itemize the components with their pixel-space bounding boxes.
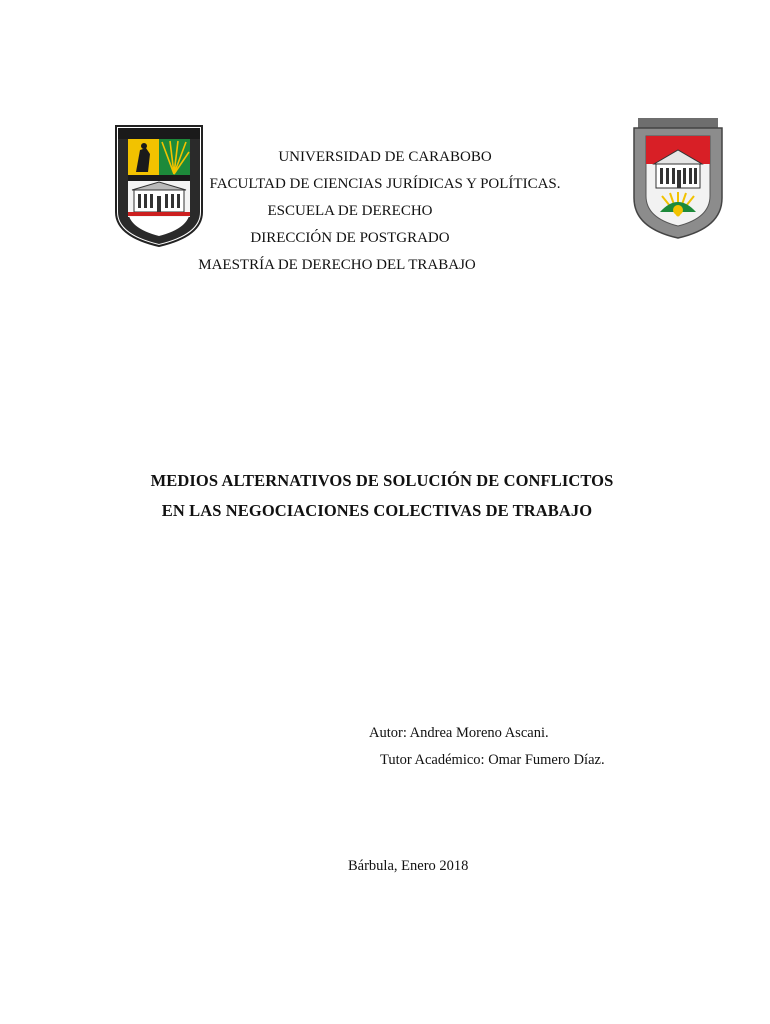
document-title-line-2: EN LAS NEGOCIACIONES COLECTIVAS DE TRABAJO xyxy=(161,501,593,520)
school-name: ESCUELA DE DERECHO xyxy=(267,203,433,219)
faculty-name: FACULTAD DE CIENCIAS JURÍDICAS Y POLÍTICAS. xyxy=(209,176,561,192)
place-date: Bárbula, Enero 2018 xyxy=(348,858,469,874)
postgraduate-direction: DIRECCIÓN DE POSTGRADO xyxy=(250,230,450,246)
university-name: UNIVERSIDAD DE CARABOBO xyxy=(278,149,492,165)
tutor-line: Tutor Académico: Omar Fumero Díaz. xyxy=(380,752,605,768)
document-title-line-1: MEDIOS ALTERNATIVOS DE SOLUCIÓN DE CONFLICTOS xyxy=(150,471,614,490)
author-line: Autor: Andrea Moreno Ascani. xyxy=(369,725,549,741)
masters-program: MAESTRÍA DE DERECHO DEL TRABAJO xyxy=(198,257,476,273)
